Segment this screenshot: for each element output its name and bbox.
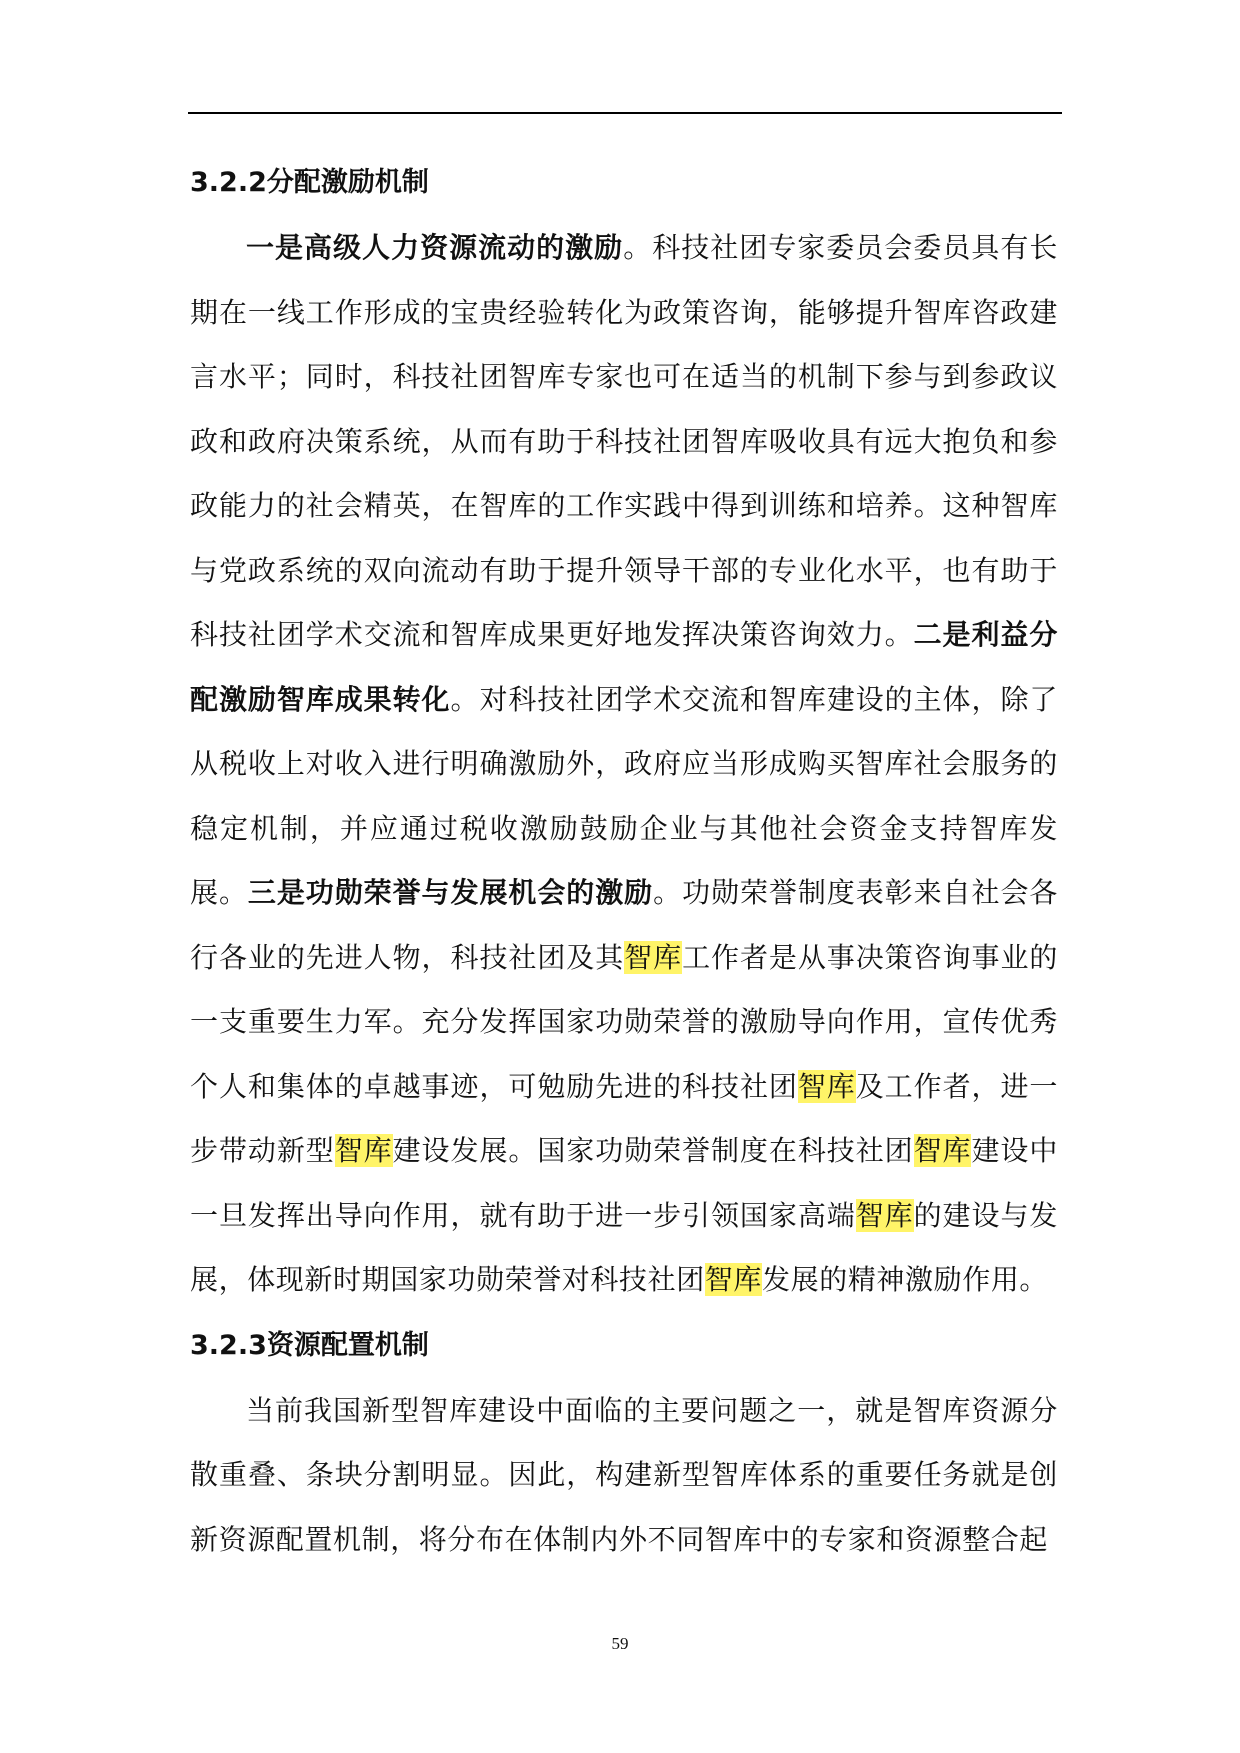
paragraph-text: 建设发展。国家功勋荣誉制度在科技社团 <box>392 1134 914 1167</box>
header-rule <box>188 112 1062 114</box>
paragraph-text: 。科技社团专家委员会委员具有长期在一线工作形成的宝贵经验转化为政策咨询，能够提升智库咨政建言水平；同时，科技社团智库专家也可在适当的机制下参与到参政议政和政府决策系统，从而有助于科技社团智库吸收具有远大抱负和参政能力的社会精英，在智库的工作实践中得到训练和培养。这种智库与党政系统的双向流动有助于提升领导干部的专业化水平，也有助于科技社团学术交流和智库成果更好地发挥决策咨询效力。 <box>190 231 1058 651</box>
highlighted-term: 智库 <box>855 1198 914 1232</box>
highlighted-term: 智库 <box>797 1069 856 1103</box>
highlighted-term: 智库 <box>913 1134 972 1167</box>
paragraph-text: 工作者是从事决策咨询事业的一支重要生力军。充分发挥国家功勋荣誉的激励导向作用，宣传优秀个人和集体的卓越事迹，可勉励先进的科技社团 <box>190 940 1058 1103</box>
paragraph-text: 发展的精神激励作用。 <box>762 1263 1049 1296</box>
bold-point-1: 一是高级人力资源流动的激励 <box>246 231 624 264</box>
paragraph-resource-allocation: 当前我国新型智库建设中面临的主要问题之一，就是智库资源分散重叠、条块分割明显。因此，构建新型智库体系的重要任务就是创新资源配置机制，将分布在体制内外不同智库中的专家和资源整合起 <box>190 1393 1058 1556</box>
bold-point-2: 二是利益分配激励智库成果转化 <box>190 618 1058 716</box>
paragraph-text: 建设中一旦发挥出导向作用，就有助于进一步引领国家高端 <box>190 1134 1058 1232</box>
paragraph-text: 及工作者，进一步带动新型 <box>190 1069 1059 1167</box>
section-heading-3-2-3: 3.2.3资源配置机制 <box>190 1329 429 1361</box>
highlighted-term: 智库 <box>704 1263 763 1296</box>
bold-point-3: 三是功勋荣誉与发展机会的激励 <box>247 876 654 909</box>
paragraph-text: 。对科技社团学术交流和智库建设的主体，除了从税收上对收入进行明确激励外，政府应当形成购买智库社会服务的稳定机制，并应通过税收激励鼓励企业与其他社会资金支持智库发展。 <box>190 682 1058 909</box>
section-heading-3-2-2: 3.2.2分配激励机制 <box>190 167 429 198</box>
highlighted-term: 智库 <box>334 1134 393 1167</box>
paragraph-incentive-mechanism <box>190 216 1058 1313</box>
highlighted-term: 智库 <box>624 940 683 974</box>
page-body <box>190 150 1058 1572</box>
paragraph-text: 的建设与发展，体现新时期国家功勋荣誉对科技社团 <box>190 1198 1058 1296</box>
paragraph-text: 。功勋荣誉制度表彰来自社会各行各业的先进人物，科技社团及其 <box>190 876 1059 974</box>
page-number: 59 <box>611 1634 629 1653</box>
